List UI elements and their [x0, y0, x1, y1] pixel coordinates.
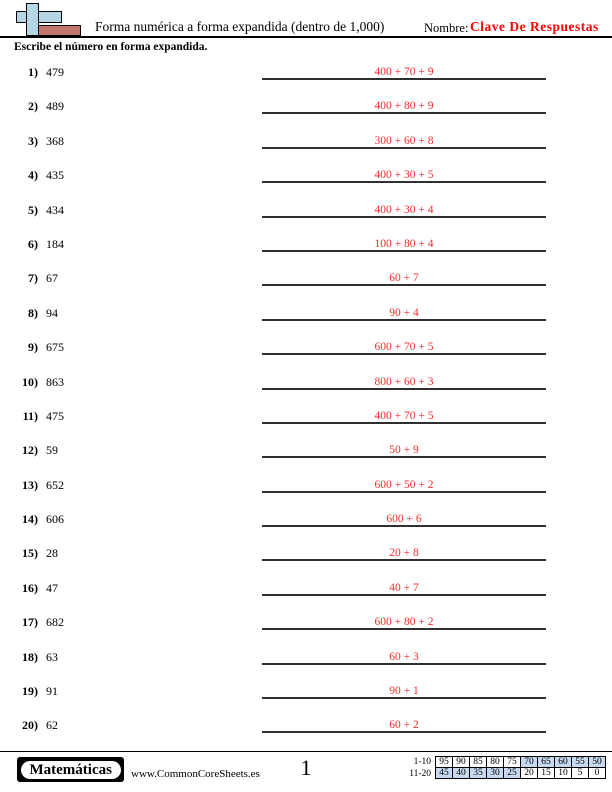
answer-text: 600 + 6 [386, 513, 422, 526]
score-cell: 80 [486, 756, 504, 768]
answer-blank [262, 715, 546, 733]
answer-blank [262, 509, 546, 527]
problem-row [0, 266, 612, 300]
score-cell: 45 [435, 767, 453, 779]
worksheet-title: Forma numérica a forma expandida (dentro de 1,000) [95, 19, 385, 34]
problem-row [0, 404, 612, 438]
answer-blank [262, 543, 546, 561]
problem-row [0, 713, 612, 747]
score-cell: 50 [588, 756, 606, 768]
answer-text: 400 + 30 + 4 [374, 203, 434, 216]
problem-number: 17) [22, 615, 38, 630]
problem-value: 94 [46, 305, 58, 320]
answer-blank [262, 681, 546, 699]
answer-text: 90 + 1 [389, 685, 419, 698]
problem-row [0, 473, 612, 507]
answer-text: 50 + 9 [389, 444, 419, 457]
problem-row [0, 335, 612, 369]
problem-value: 675 [46, 340, 64, 355]
score-cell: 55 [571, 756, 589, 768]
score-cell: 15 [537, 767, 555, 779]
problem-number: 2) [28, 99, 38, 114]
site-url: www.CommonCoreSheets.es [131, 768, 260, 780]
answer-text: 20 + 8 [389, 547, 419, 560]
answer-blank [262, 200, 546, 218]
problem-number: 8) [28, 305, 38, 320]
problem-row [0, 129, 612, 163]
problem-number: 18) [22, 649, 38, 664]
answer-blank [262, 234, 546, 252]
answer-text: 400 + 30 + 5 [374, 169, 434, 182]
problem-number: 10) [22, 374, 38, 389]
problem-value: 184 [46, 236, 64, 251]
problem-number: 15) [22, 546, 38, 561]
score-cell: 60 [554, 756, 572, 768]
answer-text: 600 + 70 + 5 [374, 341, 434, 354]
answer-blank [262, 372, 546, 390]
header [0, 0, 612, 38]
problem-row [0, 60, 612, 94]
answer-text: 60 + 3 [389, 650, 419, 663]
problem-number: 5) [28, 202, 38, 217]
problem-row [0, 610, 612, 644]
problem-row [0, 438, 612, 472]
answer-blank [262, 337, 546, 355]
problem-number: 9) [28, 340, 38, 355]
problem-number: 1) [28, 65, 38, 79]
footer [0, 751, 612, 788]
problem-number: 4) [28, 168, 38, 183]
answer-blank [262, 440, 546, 458]
score-cell: 85 [469, 756, 487, 768]
answer-text: 90 + 4 [389, 306, 419, 319]
answer-text: 100 + 80 + 4 [374, 237, 434, 250]
problem-row [0, 94, 612, 128]
plus-icon [28, 13, 37, 21]
problem-value: 863 [46, 374, 64, 389]
name-label: Nombre: [424, 21, 469, 35]
problem-row [0, 232, 612, 266]
score-cell: 5 [571, 767, 589, 779]
problem-number: 11) [22, 408, 38, 423]
instruction-text: Escribe el número en forma expandida. [14, 41, 208, 53]
answer-blank [262, 578, 546, 596]
answer-text: 400 + 70 + 9 [374, 66, 434, 78]
score-cell: 30 [486, 767, 504, 779]
problem-row [0, 507, 612, 541]
problem-row [0, 541, 612, 575]
bar-icon [38, 25, 81, 36]
problem-number: 19) [22, 684, 38, 699]
answer-text: 800 + 60 + 3 [374, 375, 434, 388]
score-cell: 65 [537, 756, 555, 768]
problem-number: 6) [28, 236, 38, 251]
score-cell: 90 [452, 756, 470, 768]
problem-number: 13) [22, 477, 38, 492]
brand-name: Matemáticas [20, 760, 122, 780]
plus-icon [16, 11, 62, 23]
score-cell: 10 [554, 767, 572, 779]
problem-value: 479 [46, 65, 64, 79]
page-number: 1 [300, 755, 312, 780]
score-row-label: 1-10 [413, 757, 431, 767]
answer-text: 60 + 7 [389, 272, 419, 285]
score-cell: 40 [452, 767, 470, 779]
answer-blank [262, 165, 546, 183]
problem-value: 475 [46, 408, 64, 423]
answer-blank [262, 406, 546, 424]
answer-text: 600 + 80 + 2 [374, 616, 434, 629]
problem-value: 63 [46, 649, 58, 664]
answer-text: 60 + 2 [389, 719, 419, 732]
score-cell: 95 [435, 756, 453, 768]
problem-number: 3) [28, 133, 38, 148]
score-cell: 35 [469, 767, 487, 779]
answer-text: 400 + 70 + 5 [374, 409, 434, 422]
score-cell: 0 [588, 767, 606, 779]
answer-text: 600 + 50 + 2 [374, 478, 434, 491]
problem-value: 91 [46, 684, 58, 699]
commoncoresheets-logo [0, 0, 90, 36]
answer-text: 400 + 80 + 9 [374, 100, 434, 113]
problem-row [0, 370, 612, 404]
score-table [409, 756, 605, 780]
problem-row [0, 301, 612, 335]
brand-badge [17, 757, 124, 782]
score-grid [435, 756, 605, 779]
answer-blank [262, 62, 546, 80]
score-cell: 70 [520, 756, 538, 768]
answer-text: 300 + 60 + 8 [374, 134, 434, 147]
problem-row [0, 163, 612, 197]
problem-row [0, 198, 612, 232]
problem-value: 682 [46, 615, 64, 630]
problem-value: 62 [46, 718, 58, 733]
problem-value: 652 [46, 477, 64, 492]
problem-number: 12) [22, 443, 38, 458]
problem-value: 47 [46, 580, 58, 595]
problem-value: 489 [46, 99, 64, 114]
problem-row [0, 679, 612, 713]
problem-value: 59 [46, 443, 58, 458]
answer-blank [262, 131, 546, 149]
answer-blank [262, 647, 546, 665]
problem-number: 14) [22, 512, 38, 527]
answer-key-label: Clave De Respuestas [470, 19, 599, 34]
score-row [435, 767, 605, 779]
problem-row [0, 645, 612, 679]
problem-row [0, 576, 612, 610]
problem-value: 435 [46, 168, 64, 183]
score-cell: 75 [503, 756, 521, 768]
answer-blank [262, 612, 546, 630]
problem-value: 67 [46, 271, 58, 286]
answer-blank [262, 303, 546, 321]
problem-number: 16) [22, 580, 38, 595]
problem-value: 606 [46, 512, 64, 527]
problem-list [0, 60, 612, 748]
answer-blank [262, 96, 546, 114]
problem-number: 20) [22, 718, 38, 733]
score-row-labels [409, 756, 431, 780]
answer-blank [262, 475, 546, 493]
score-cell: 25 [503, 767, 521, 779]
score-cell: 20 [520, 767, 538, 779]
answer-blank [262, 268, 546, 286]
answer-text: 40 + 7 [389, 581, 419, 594]
problem-value: 28 [46, 546, 58, 561]
problem-number: 7) [28, 271, 38, 286]
score-row-label: 11-20 [409, 769, 431, 779]
problem-value: 368 [46, 133, 64, 148]
problem-value: 434 [46, 202, 64, 217]
